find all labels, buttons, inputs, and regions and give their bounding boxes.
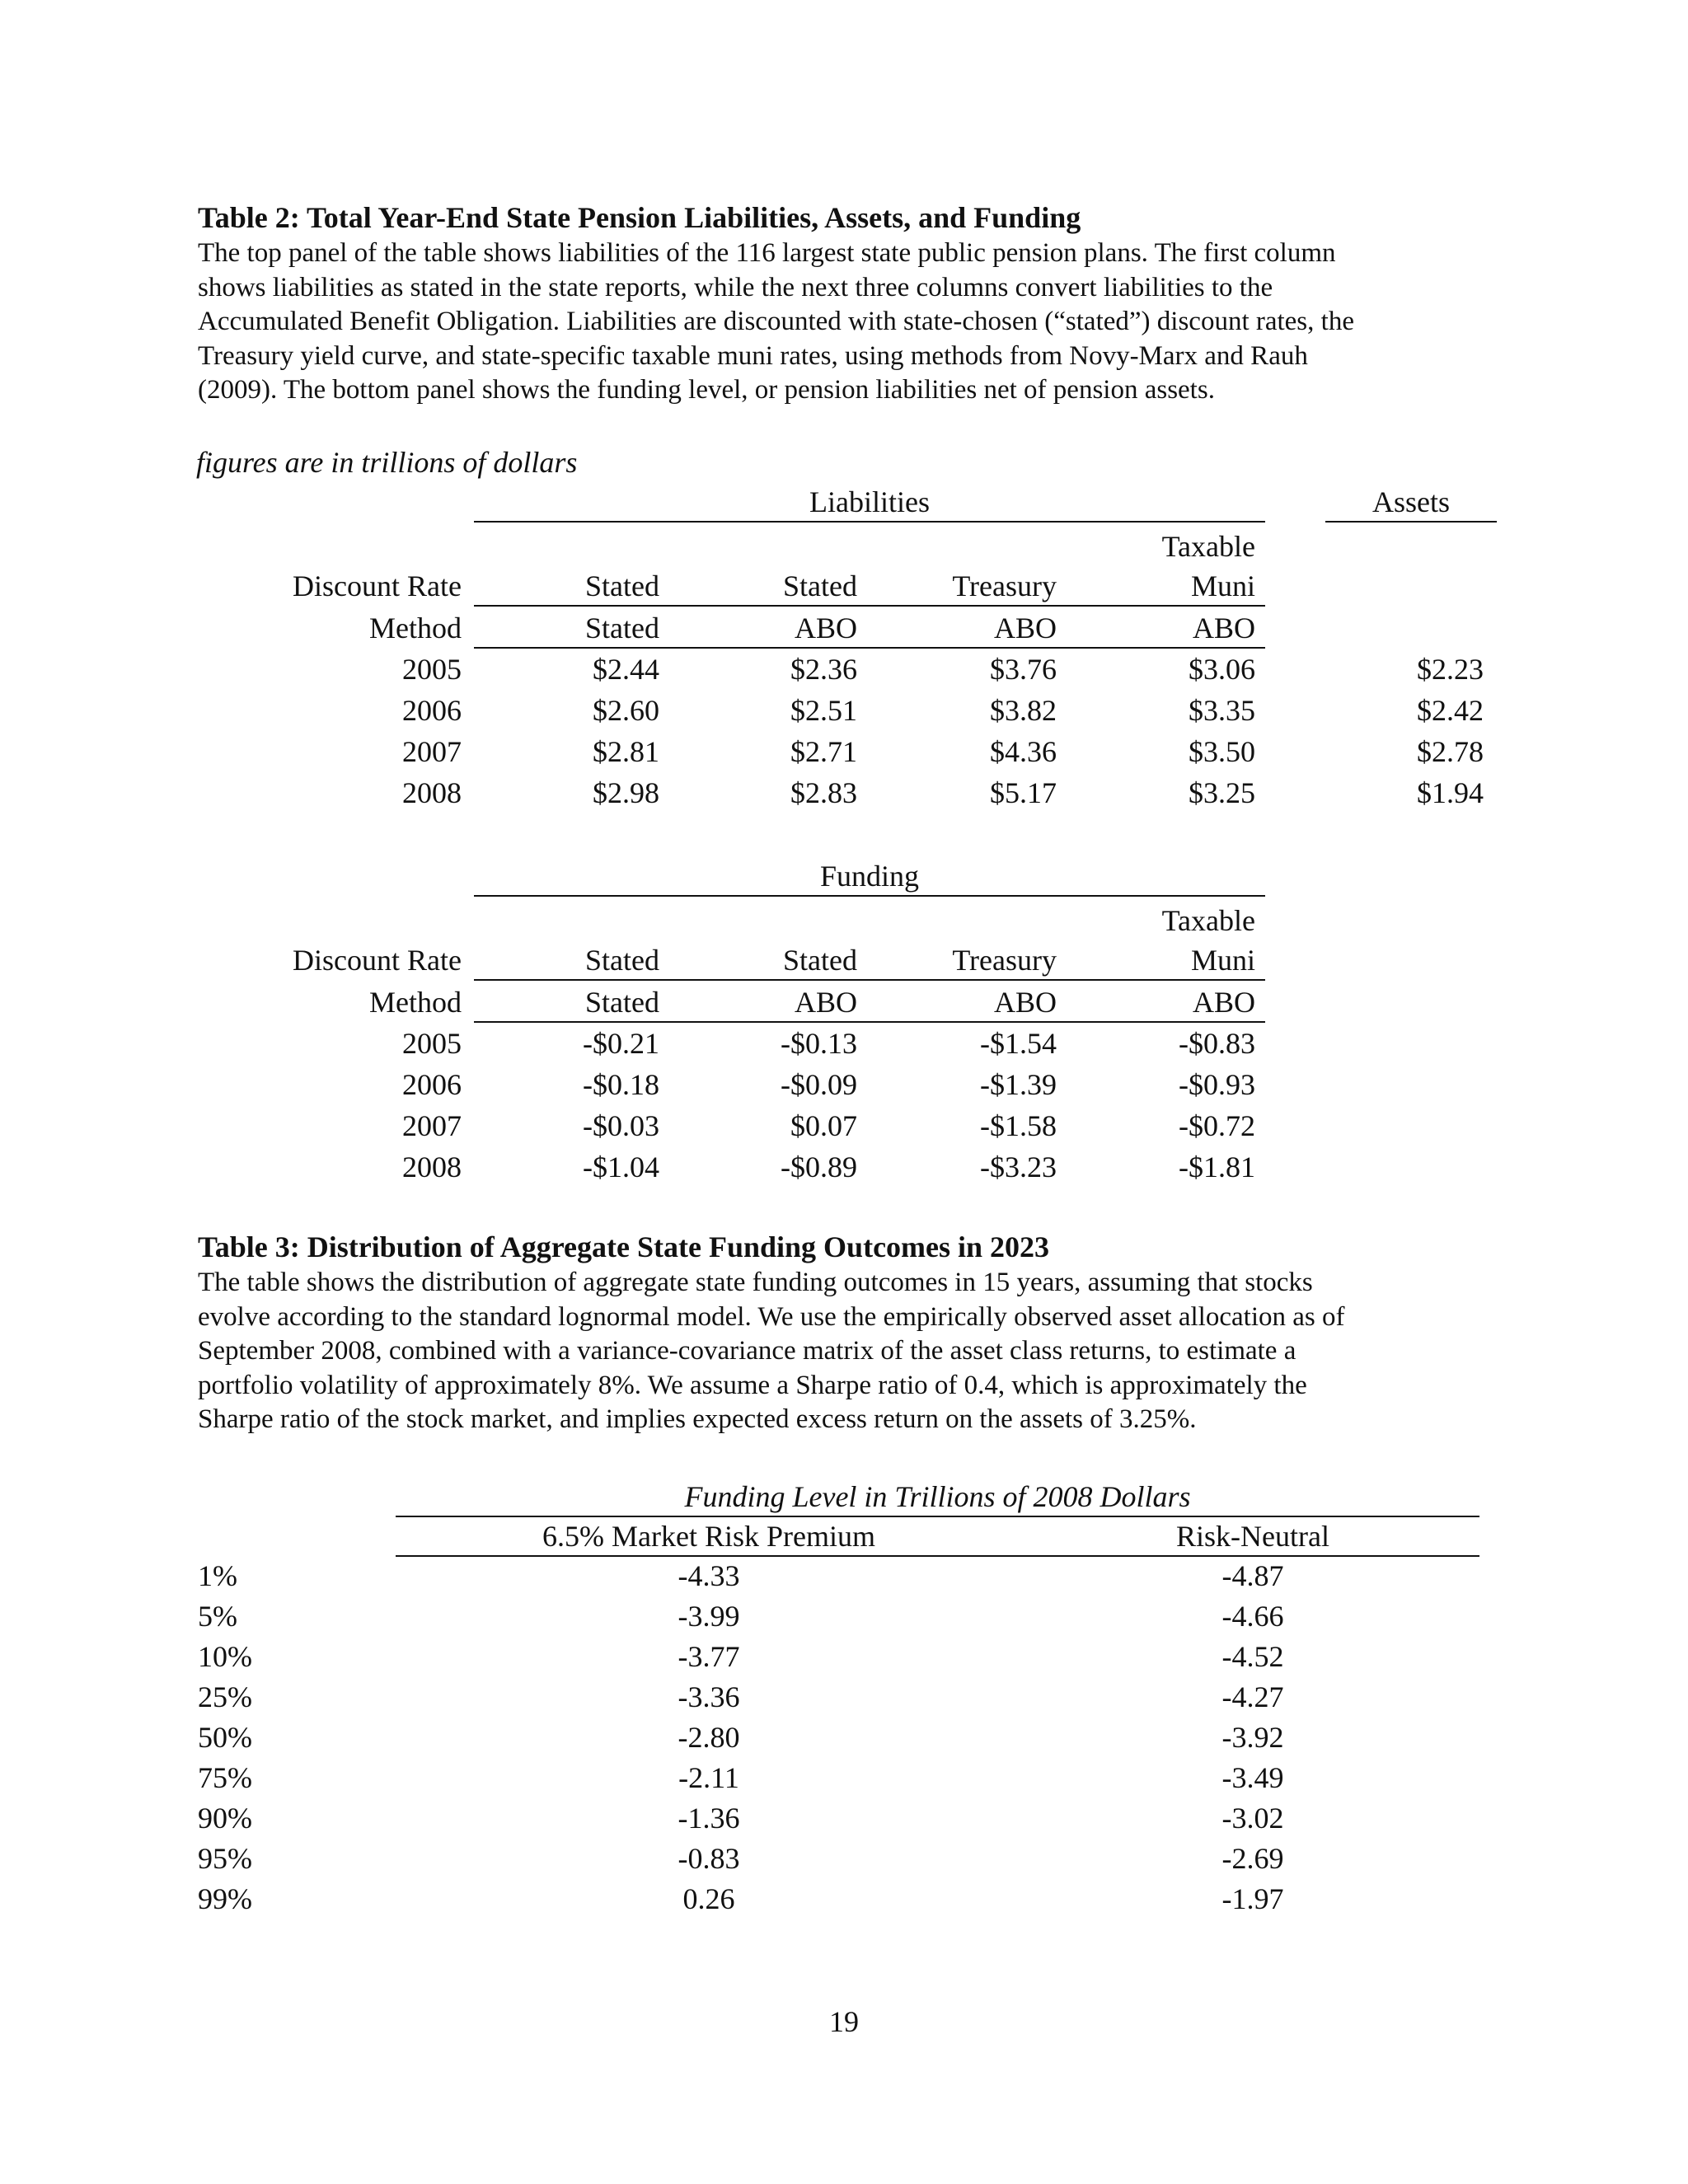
year-cell: 2006	[402, 694, 462, 727]
risk-neutral-cell: -2.69	[1221, 1842, 1284, 1875]
table2-title: Table 2: Total Year-End State Pension Liabilities, Assets, and Funding	[198, 201, 1081, 234]
assets-cell: $2.78	[1417, 735, 1484, 768]
table3-group-rule	[396, 1516, 1479, 1517]
mrp-cell: -1.36	[678, 1802, 740, 1835]
liability-cell: $2.44	[593, 653, 659, 686]
liability-cell: $5.17	[990, 776, 1057, 809]
method-cell: ABO	[794, 612, 857, 644]
funding-header-rule	[474, 895, 1265, 897]
discount-rate-cell: Stated	[585, 944, 659, 977]
table3-description-line: Sharpe ratio of the stock market, and implies expected excess return on the assets of 3.25%.	[198, 1404, 1197, 1434]
method-cell: ABO	[1192, 612, 1255, 644]
method-cell: Stated	[585, 612, 659, 644]
table3-column-rule	[396, 1555, 1479, 1557]
risk-neutral-cell: -3.02	[1221, 1802, 1284, 1835]
discount-rate-rule	[474, 605, 1265, 607]
year-cell: 2007	[402, 1109, 462, 1142]
method-cell: ABO	[794, 986, 857, 1019]
table3-group-header: Funding Level in Trillions of 2008 Dollars	[684, 1480, 1191, 1513]
mrp-cell: 0.26	[682, 1882, 735, 1915]
funding-cell: -$0.72	[1179, 1109, 1255, 1142]
mrp-cell: -4.33	[678, 1559, 740, 1592]
taxable-label: Taxable	[1161, 904, 1255, 937]
mrp-cell: -3.77	[678, 1640, 740, 1673]
percentile-cell: 50%	[198, 1721, 252, 1754]
method-label: Method	[369, 986, 462, 1019]
funding-cell: -$3.23	[980, 1151, 1057, 1183]
funding-cell: -$0.83	[1179, 1027, 1255, 1060]
liability-cell: $4.36	[990, 735, 1057, 768]
risk-neutral-cell: -1.97	[1221, 1882, 1284, 1915]
discount-rate-label: Discount Rate	[293, 944, 462, 977]
discount-rate-cell: Treasury	[952, 569, 1057, 602]
discount-rate-cell: Muni	[1190, 569, 1255, 602]
table2-description-line: The top panel of the table shows liabilities of the 116 largest state public pension plans. The first column	[198, 238, 1336, 268]
liability-cell: $3.76	[990, 653, 1057, 686]
discount-rate-cell: Stated	[783, 569, 857, 602]
risk-neutral-cell: -3.49	[1221, 1761, 1284, 1794]
assets-header-rule	[1325, 521, 1497, 523]
funding-cell: -$0.03	[583, 1109, 659, 1142]
funding-cell: -$1.04	[583, 1151, 659, 1183]
table3-description-line: September 2008, combined with a variance-covariance matrix of the asset class returns, to estimate a	[198, 1336, 1296, 1366]
method-cell: Stated	[585, 986, 659, 1019]
table3-description-line: The table shows the distribution of aggregate state funding outcomes in 15 years, assuming that stocks	[198, 1268, 1313, 1297]
risk-neutral-cell: -4.66	[1221, 1600, 1284, 1633]
mrp-cell: -3.36	[678, 1680, 740, 1713]
mrp-cell: -2.11	[678, 1761, 739, 1794]
table2-description	[198, 237, 1517, 408]
year-cell: 2005	[402, 1027, 462, 1060]
table2-description-line: Treasury yield curve, and state-specific taxable muni rates, using methods from Novy-Marx and Rauh	[198, 340, 1308, 371]
year-cell: 2005	[402, 653, 462, 686]
assets-cell: $2.23	[1417, 653, 1484, 686]
discount-rate-cell: Stated	[783, 944, 857, 977]
funding-cell: -$0.93	[1179, 1068, 1255, 1101]
taxable-label: Taxable	[1161, 530, 1255, 563]
funding-header: Funding	[819, 860, 920, 893]
liabilities-header: Liabilities	[809, 485, 930, 518]
column-header-risk-neutral: Risk-Neutral	[1176, 1520, 1329, 1553]
assets-cell: $2.42	[1417, 694, 1484, 727]
table3-description-line: portfolio volatility of approximately 8%. We assume a Sharpe ratio of 0.4, which is approximately the	[198, 1370, 1307, 1400]
mrp-cell: -2.80	[678, 1721, 740, 1754]
table2-description-line: Accumulated Benefit Obligation. Liabilities are discounted with state-chosen (“stated”) discount rates, the	[198, 307, 1354, 336]
method-rule	[474, 647, 1265, 649]
discount-rate-rule	[474, 979, 1265, 981]
percentile-cell: 1%	[198, 1559, 237, 1592]
assets-header: Assets	[1372, 485, 1450, 518]
liability-cell: $3.82	[990, 694, 1057, 727]
discount-rate-cell: Treasury	[952, 944, 1057, 977]
funding-cell: -$1.39	[980, 1068, 1057, 1101]
liability-cell: $2.81	[593, 735, 659, 768]
percentile-cell: 90%	[198, 1802, 252, 1835]
liability-cell: $2.36	[790, 653, 857, 686]
funding-cell: -$0.89	[781, 1151, 857, 1183]
funding-cell: -$1.54	[980, 1027, 1057, 1060]
percentile-cell: 95%	[198, 1842, 252, 1875]
risk-neutral-cell: -4.27	[1221, 1680, 1284, 1713]
discount-rate-label: Discount Rate	[293, 569, 462, 602]
percentile-cell: 75%	[198, 1761, 252, 1794]
table2-description-line: shows liabilities as stated in the state reports, while the next three columns convert liabilities to the	[198, 272, 1273, 302]
funding-cell: -$0.21	[583, 1027, 659, 1060]
funding-cell: -$1.58	[980, 1109, 1057, 1142]
liability-cell: $2.60	[593, 694, 659, 727]
liability-cell: $2.51	[790, 694, 857, 727]
percentile-cell: 10%	[198, 1640, 252, 1673]
funding-cell: -$0.18	[583, 1068, 659, 1101]
liabilities-header-rule	[474, 521, 1265, 523]
table3-description	[198, 1266, 1517, 1437]
table2-description-line: (2009). The bottom panel shows the funding level, or pension liabilities net of pension assets.	[198, 375, 1215, 405]
funding-cell: -$0.13	[781, 1027, 857, 1060]
year-cell: 2008	[402, 1151, 462, 1183]
funding-cell: -$0.09	[781, 1068, 857, 1101]
funding-cell: $0.07	[790, 1109, 857, 1142]
risk-neutral-cell: -4.87	[1221, 1559, 1284, 1592]
mrp-cell: -3.99	[678, 1600, 740, 1633]
mrp-cell: -0.83	[678, 1842, 740, 1875]
page-number: 19	[829, 2005, 859, 2038]
percentile-cell: 25%	[198, 1680, 252, 1713]
risk-neutral-cell: -3.92	[1221, 1721, 1284, 1754]
funding-cell: -$1.81	[1179, 1151, 1255, 1183]
method-cell: ABO	[1192, 986, 1255, 1019]
year-cell: 2006	[402, 1068, 462, 1101]
column-header-mrp: 6.5% Market Risk Premium	[542, 1520, 875, 1553]
percentile-cell: 5%	[198, 1600, 237, 1633]
assets-cell: $1.94	[1417, 776, 1484, 809]
table3-title: Table 3: Distribution of Aggregate State Funding Outcomes in 2023	[198, 1230, 1050, 1263]
liability-cell: $2.71	[790, 735, 857, 768]
units-note: figures are in trillions of dollars	[196, 446, 578, 479]
year-cell: 2007	[402, 735, 462, 768]
liability-cell: $2.98	[593, 776, 659, 809]
discount-rate-cell: Muni	[1190, 944, 1255, 977]
percentile-cell: 99%	[198, 1882, 252, 1915]
method-cell: ABO	[993, 986, 1057, 1019]
liability-cell: $2.83	[790, 776, 857, 809]
liability-cell: $3.35	[1189, 694, 1255, 727]
table3-description-line: evolve according to the standard lognormal model. We use the empirically observed asset allocation as of	[198, 1301, 1345, 1332]
method-cell: ABO	[993, 612, 1057, 644]
discount-rate-cell: Stated	[585, 569, 659, 602]
liability-cell: $3.25	[1189, 776, 1255, 809]
method-label: Method	[369, 612, 462, 644]
risk-neutral-cell: -4.52	[1221, 1640, 1284, 1673]
method-rule	[474, 1021, 1265, 1023]
year-cell: 2008	[402, 776, 462, 809]
liability-cell: $3.06	[1189, 653, 1255, 686]
liability-cell: $3.50	[1189, 735, 1255, 768]
